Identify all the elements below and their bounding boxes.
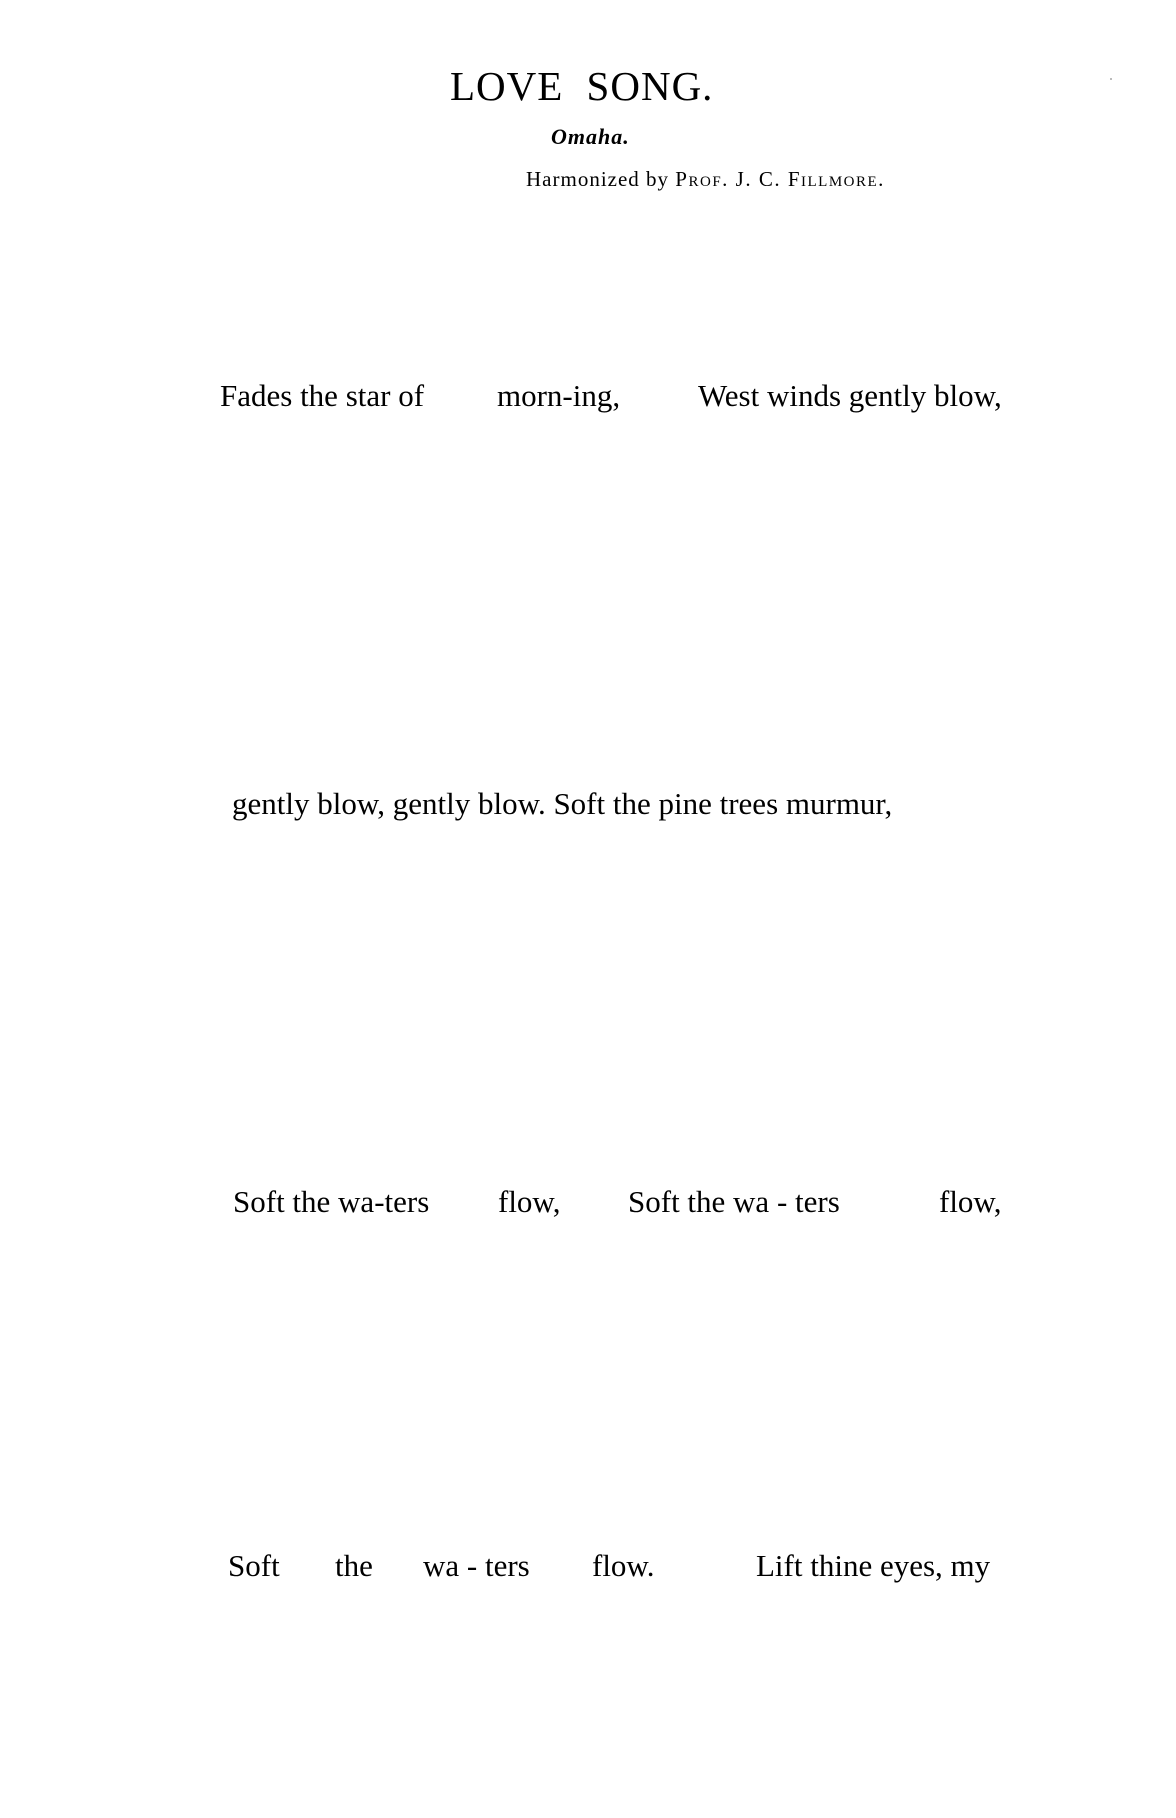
- credit-name: Prof. J. C. Fillmore.: [675, 167, 885, 191]
- lyric-line3-segment: flow,: [939, 1184, 1002, 1219]
- lyric-line4-segment: flow.: [592, 1548, 655, 1583]
- lyric-line3-segment: Soft the wa-ters: [233, 1184, 430, 1219]
- lyric-line4-segment: Soft: [228, 1548, 280, 1583]
- song-title: LOVE SONG.: [450, 63, 714, 109]
- lyric-line3-segment: flow,: [498, 1184, 561, 1219]
- song-origin: Omaha.: [551, 124, 630, 149]
- lyric-line4-segment: the: [335, 1548, 373, 1583]
- harmonization-credit: [526, 167, 885, 192]
- lyric-line4-segment: wa - ters: [423, 1548, 530, 1583]
- credit-prefix: Harmonized by: [526, 167, 676, 191]
- lyric-line4-segment: Lift thine eyes, my: [756, 1548, 991, 1583]
- lyric-line2-segment: gently blow, gently blow. Soft the pine trees murmur,: [232, 786, 893, 821]
- scan-speck: [1110, 78, 1112, 80]
- lyric-line1-segment: West winds gently blow,: [698, 378, 1002, 413]
- lyric-line3-segment: Soft the wa - ters: [628, 1184, 840, 1219]
- lyric-line1-segment: Fades the star of: [220, 378, 425, 413]
- lyric-line1-segment: morn-ing,: [497, 378, 621, 413]
